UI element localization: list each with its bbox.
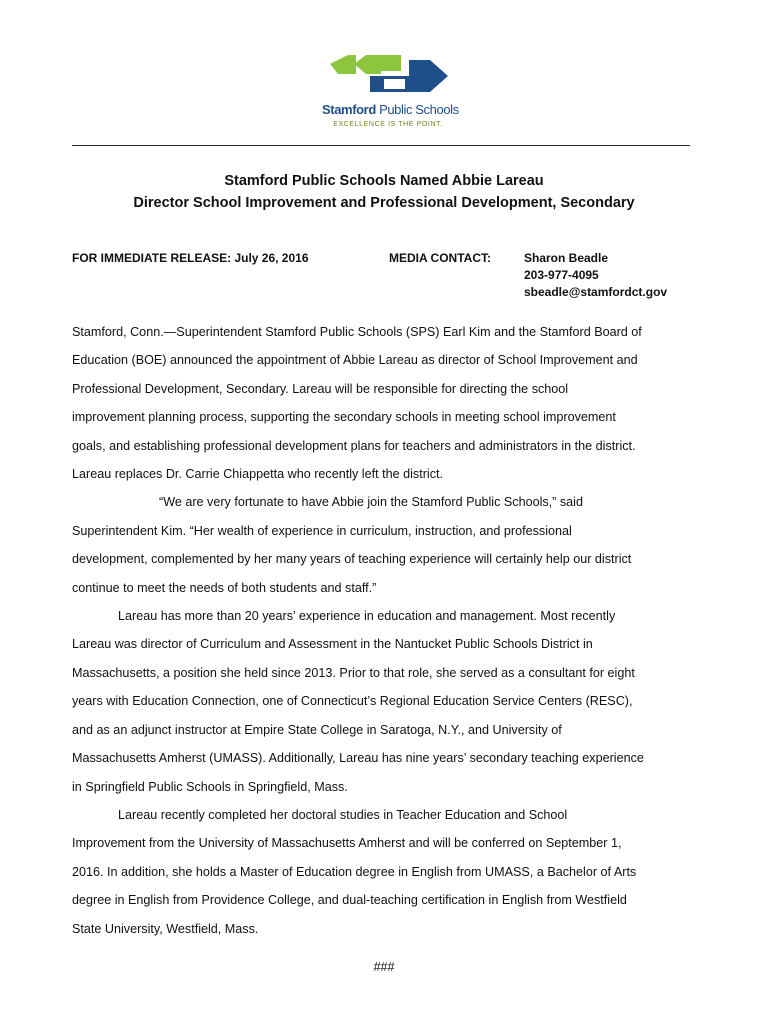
text-line: and as an adjunct instructor at Empire State College in Saratoga, N.Y., and University of (72, 722, 562, 737)
text-line: in Springfield Public Schools in Springfield, Mass. (72, 779, 348, 794)
logo-tagline: EXCELLENCE IS THE POINT. (333, 121, 443, 128)
paragraph-4 (72, 801, 698, 943)
text-line: Lareau has more than 20 years’ experience in education and management. Most recently (118, 609, 616, 624)
text-line: State University, Westfield, Mass. (72, 921, 259, 936)
text-line: degree in English from Providence College, and dual-teaching certification in English from Westfield (72, 893, 627, 908)
logo-arrows-icon (326, 52, 450, 98)
text-line: improvement planning process, supporting the secondary schools in meeting school improvement (72, 410, 616, 425)
release-date: FOR IMMEDIATE RELEASE: July 26, 2016 (72, 251, 309, 265)
text-line: goals, and establishing professional development plans for teachers and administrators in the district. (72, 438, 636, 453)
press-release-body (72, 318, 698, 943)
paragraph-1 (72, 318, 698, 488)
logo-name-bold: Stamford (322, 102, 376, 117)
media-contact-label: MEDIA CONTACT: (389, 251, 491, 265)
end-mark: ### (373, 960, 395, 974)
text-line: “We are very fortunate to have Abbie join the Stamford Public Schools,” said (159, 495, 583, 510)
contact-email[interactable]: sbeadle@stamfordct.gov (524, 285, 668, 299)
text-line: Lareau was director of Curriculum and Assessment in the Nantucket Public Schools District in (72, 637, 593, 652)
media-contact-info (524, 250, 667, 301)
text-line: Professional Development, Secondary. Lareau will be responsible for directing the school (72, 381, 569, 396)
logo-name-rest: Public Schools (375, 102, 459, 117)
text-line: years with Education Connection, one of Connecticut’s Regional Education Service Centers (RESC), (72, 694, 633, 709)
logo-name (322, 102, 459, 117)
text-line: Education (BOE) announced the appointment of Abbie Lareau as director of School Improvement and (72, 353, 638, 368)
paragraph-3 (72, 602, 698, 801)
contact-name: Sharon Beadle (524, 251, 609, 265)
headline-line-2: Director School Improvement and Professional Development, Secondary (133, 195, 635, 211)
text-line: Stamford, Conn.—Superintendent Stamford Public Schools (SPS) Earl Kim and the Stamford Board of (72, 325, 642, 339)
text-line: Massachusetts Amherst (UMASS). Additionally, Lareau has nine years’ secondary teaching experience (72, 751, 644, 766)
header-divider (72, 145, 690, 146)
text-line: development, complemented by her many years of teaching experience will certainly help our district (72, 552, 632, 567)
contact-phone: 203-977-4095 (524, 268, 599, 282)
text-line: 2016. In addition, she holds a Master of Education degree in English from UMASS, a Bachelor of Arts (72, 864, 637, 879)
text-line: Massachusetts, a position she held since 2013. Prior to that role, she served as a consultant for eight (72, 665, 635, 680)
text-line: Improvement from the University of Massachusetts Amherst and will be conferred on September 1, (72, 836, 622, 851)
headline-line-1: Stamford Public Schools Named Abbie Lareau (224, 173, 544, 189)
text-line: Lareau recently completed her doctoral studies in Teacher Education and School (118, 807, 568, 822)
text-line: continue to meet the needs of both students and staff.” (72, 580, 377, 595)
stamford-public-schools-logo (322, 52, 459, 134)
paragraph-2 (72, 488, 698, 602)
text-line: Superintendent Kim. “Her wealth of experience in curriculum, instruction, and professional (72, 523, 572, 538)
text-line: Lareau replaces Dr. Carrie Chiappetta who recently left the district. (72, 467, 443, 482)
